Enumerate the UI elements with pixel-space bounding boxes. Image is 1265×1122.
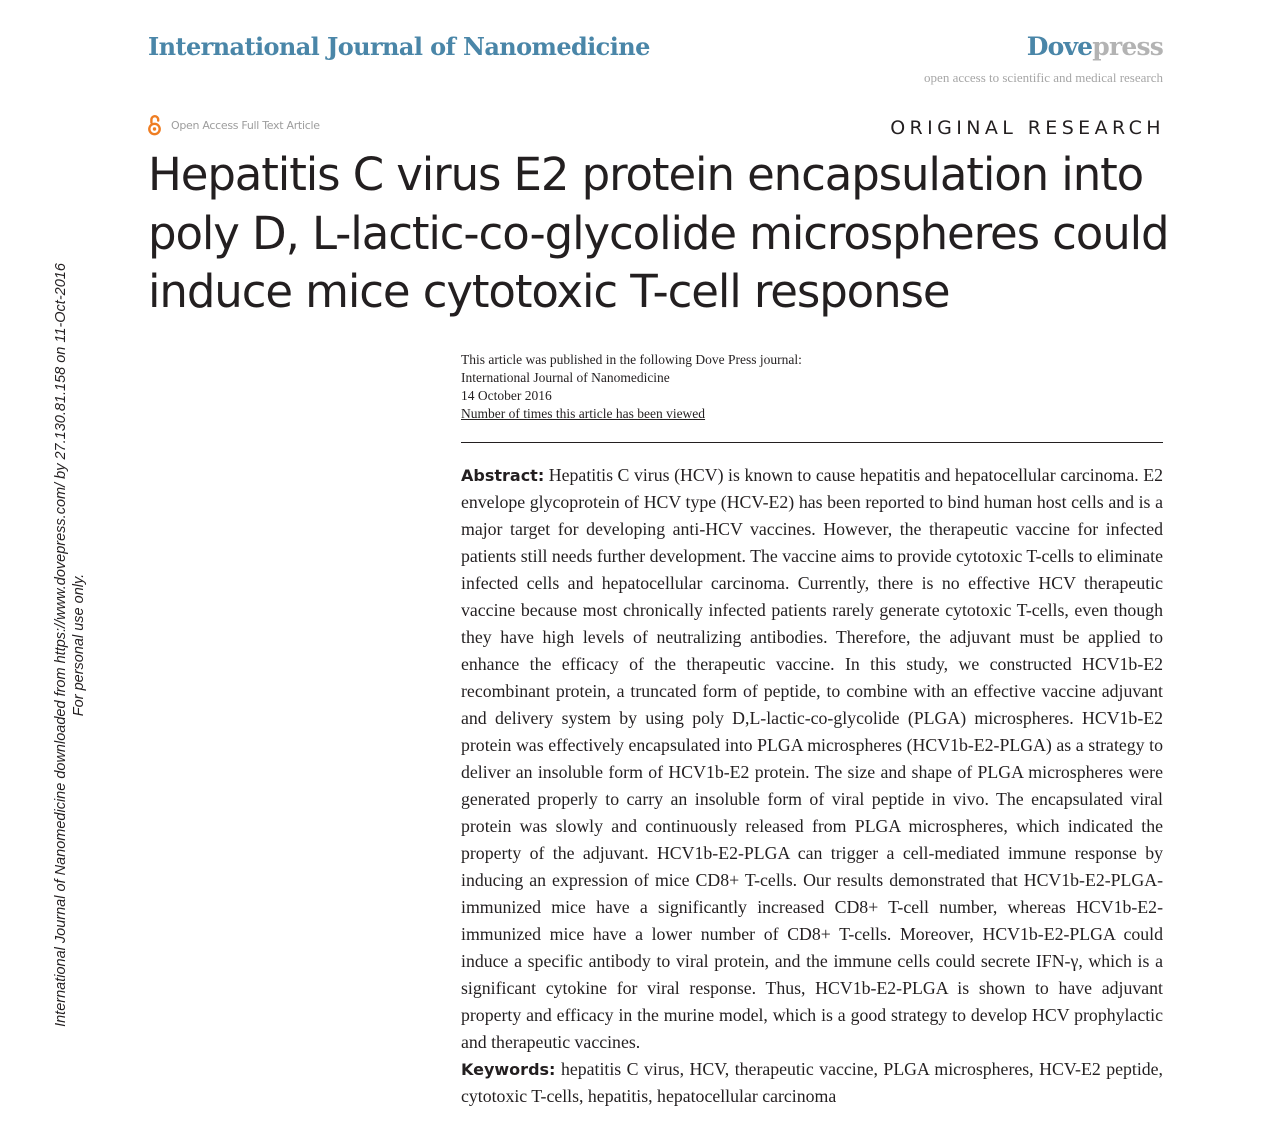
dovepress-logo[interactable] [1027,32,1163,61]
publisher-tagline: open access to scientific and medical research [924,70,1163,85]
download-notice [52,263,88,1027]
keywords-text: hepatitis C virus, HCV, therapeutic vaccine, PLGA microspheres, HCV-E2 peptide, cytotoxic T-cells, hepatitis, hepatocellular carcinoma [461,1059,1163,1106]
abstract-paragraph [461,462,1163,1056]
abstract-section [461,462,1163,1110]
logo-dove-text: Dove [1026,32,1093,61]
section-divider [461,442,1163,443]
article-title [148,146,1169,322]
download-notice-line-1: International Journal of Nanomedicine downloaded from https://www.dovepress.com/ by 27.130.81.158 on 11-Oct-2016 [53,263,69,1027]
logo-press-text: press [1092,32,1163,61]
keywords-paragraph [461,1056,1163,1110]
title-line-3: induce mice cytotoxic T-cell response [148,265,950,318]
open-access-row [147,114,320,137]
abstract-text: Hepatitis C virus (HCV) is known to cause hepatitis and hepatocellular carcinoma. E2 envelope glycoprotein of HCV type (HCV-E2) has been reported to bind human host cells and is a major target for developing anti-HCV vaccines. However, the therapeutic vaccine for infected patients still needs further development. The vaccine aims to provide cytotoxic T-cells to eliminate infected cells and hepatocellular carcinoma. Currently, there is no effective HCV therapeutic vaccine because most chronically infected patients rarely generate cytotoxic T-cells, even though they have high levels of neutralizing antibodies. Therefore, the adjuvant must be applied to enhance the efficacy of the therapeutic vaccine. In this study, we constructed HCV1b-E2 recombinant protein, a truncated form of peptide, to combine with an effective vaccine adjuvant and delivery system by using poly D,L-lactic-co-glycolide (PLGA) microspheres. HCV1b-E2 protein was effectively encapsulated into PLGA microspheres (HCV1b-E2-PLGA) as a strategy to deliver an insoluble form of HCV1b-E2 protein. The size and shape of PLGA microspheres were generated properly to carry an insoluble form of viral peptide in vivo. The encapsulated viral protein was slowly and continuously released from PLGA microspheres, which indicated the property of the adjuvant. HCV1b-E2-PLGA can trigger a cell-mediated immune response by inducing an expression of mice CD8+ T-cells. Our results demonstrated that HCV1b-E2-PLGA-immunized mice have a significantly increased CD8+ T-cell number, whereas HCV1b-E2-immunized mice have a lower number of CD8+ T-cells. Moreover, HCV1b-E2-PLGA could induce a specific antibody to viral protein, and the immune cells could secrete IFN-γ, which is a significant cytokine for viral response. Thus, HCV1b-E2-PLGA is shown to have adjuvant property and efficacy in the murine model, which is a good strategy to develop HCV prophylactic and therapeutic vaccines. [461,465,1163,1052]
title-line-2: poly D, L-lactic-co-glycolide microspheres could [148,206,1169,260]
pubinfo-journal: International Journal of Nanomedicine [461,370,670,385]
publication-info [461,351,802,423]
download-notice-line-2: For personal use only. [71,573,87,717]
views-count-link[interactable]: Number of times this article has been viewed [461,406,706,421]
article-type: ORIGINAL RESEARCH [890,117,1165,139]
pubinfo-intro: This article was published in the following Dove Press journal: [461,352,802,367]
journal-title: International Journal of Nanomedicine [148,32,650,61]
title-line-1: Hepatitis C virus E2 protein encapsulation into [148,148,1144,201]
pubinfo-date: 14 October 2016 [461,388,552,403]
keywords-label: Keywords: [461,1060,556,1079]
open-access-label: Open Access Full Text Article [171,119,320,132]
open-access-icon [147,114,162,137]
abstract-label: Abstract: [461,466,545,485]
